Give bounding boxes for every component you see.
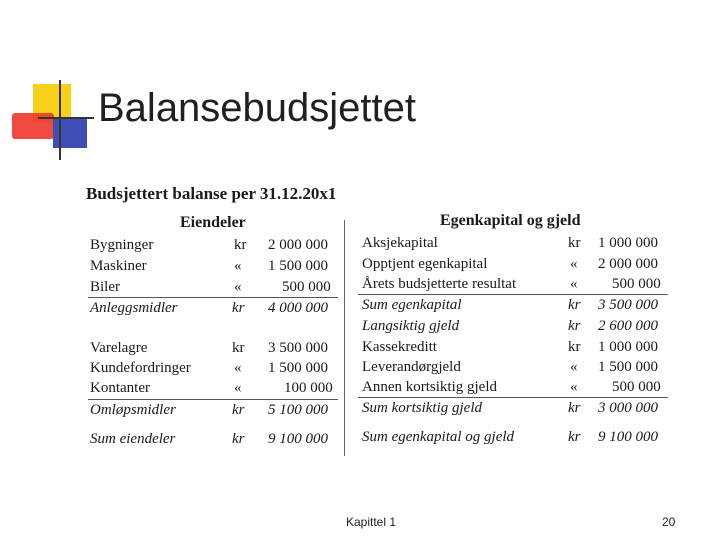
right-row: Annen kortsiktig gjeld « 500 000 [362,379,661,395]
right-row: Leverandørgjeld « 1 500 000 [362,359,658,375]
right-row: Opptjent egenkapital « 2 000 000 [362,256,658,272]
left-row: Maskiner « 1 500 000 [90,258,328,274]
decor-vertical-line [59,80,61,160]
right-row: Årets budsjetterte resultat « 500 000 [362,276,661,292]
slide-title: Balansebudsjettet [98,86,417,130]
right-row: Langsiktig gjeld kr 2 600 000 [362,318,658,334]
page-number: 20 [662,515,676,529]
left-row: Varelagre kr 3 500 000 [90,340,328,356]
left-row-subtotal: Omløpsmidler kr 5 100 000 [90,402,328,418]
right-row-subtotal: Sum kortsiktig gjeld kr 3 000 000 [362,400,658,416]
right-row: Kassekreditt kr 1 000 000 [362,339,658,355]
balance-heading: Budsjettert balanse per 31.12.20x1 [86,184,337,203]
right-row-total: Sum egenkapital og gjeld kr 9 100 000 [362,429,658,445]
assets-header: Eiendeler [180,214,246,231]
left-row-subtotal: Anleggsmidler kr 4 000 000 [90,300,328,316]
equity-liabilities-header: Egenkapital og gjeld [440,212,581,229]
left-row: Kontanter « 100 000 [90,380,333,396]
balance-sheet-image [84,182,684,472]
left-row: Biler « 500 000 [90,279,331,295]
decor-horizontal-line [38,117,94,119]
left-row-total: Sum eiendeler kr 9 100 000 [90,431,328,447]
right-row: Aksjekapital kr 1 000 000 [362,235,658,251]
column-divider [344,220,345,456]
right-row-subtotal: Sum egenkapital kr 3 500 000 [362,297,658,313]
left-row: Bygninger kr 2 000 000 [90,237,328,253]
left-row: Kundefordringer « 1 500 000 [90,360,328,376]
footer-chapter: Kapittel 1 [346,515,397,529]
